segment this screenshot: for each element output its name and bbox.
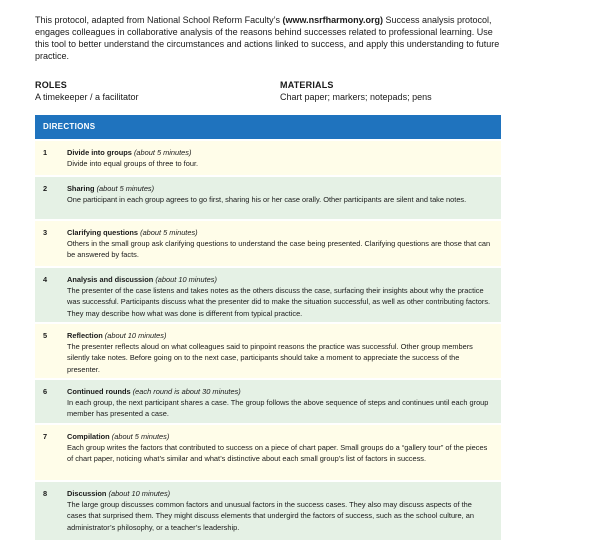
intro-text-post: Success analysis protocol, engages colleagues in collaborative analysis of the reasons behind successes related to professional learning. Use this tool to better understand the circumstances and actions linked to success, and apply this understanding to future practice. bbox=[35, 15, 500, 61]
step-row bbox=[35, 266, 501, 322]
step-text: The large group discusses common factors and unusual factors in the success cases. They also may discuss aspects of the cases that surprised them. They might discuss elements that undergird the factors of success, such as the school culture, an administrator’s philosophy, or a teacher’s leadership. bbox=[67, 500, 474, 532]
step-body bbox=[67, 488, 493, 533]
step-text: The presenter of the case listens and takes notes as the others discuss the case, surfacing their insights about why the practice was successful. Participants discuss what the presenter did to make the situation successful, as well as other contributing factors. They may describe how what was done is different from typical practice. bbox=[67, 286, 491, 318]
materials-heading: MATERIALS bbox=[280, 80, 334, 90]
intro-text-pre: This protocol, adapted from National School Reform Faculty’s bbox=[35, 15, 283, 25]
step-duration: (about 5 minutes) bbox=[96, 184, 155, 193]
directions-table bbox=[35, 115, 501, 540]
step-duration: (about 5 minutes) bbox=[140, 228, 198, 237]
step-row bbox=[35, 480, 501, 540]
step-title: Sharing bbox=[67, 184, 95, 193]
step-title: Analysis and discussion bbox=[67, 275, 154, 284]
step-duration: (about 5 minutes) bbox=[111, 432, 170, 441]
step-duration: (about 5 minutes) bbox=[133, 148, 192, 157]
step-row bbox=[35, 139, 501, 175]
directions-heading: DIRECTIONS bbox=[35, 115, 501, 139]
intro-paragraph bbox=[35, 14, 503, 62]
step-text: Each group writes the factors that contributed to success on a piece of chart paper. Small groups do a “gallery tour” of the pieces of chart paper, noticing what’s similar and what’s distinctive about each small group’s list of factors in success. bbox=[67, 443, 488, 464]
step-row bbox=[35, 322, 501, 378]
step-body bbox=[67, 431, 493, 465]
step-duration: (each round is about 30 minutes) bbox=[132, 387, 241, 396]
step-duration: (about 10 minutes) bbox=[155, 275, 217, 284]
step-body bbox=[67, 330, 493, 375]
step-number: 7 bbox=[43, 432, 48, 441]
step-row bbox=[35, 423, 501, 480]
step-duration: (about 10 minutes) bbox=[108, 489, 171, 498]
step-text: In each group, the next participant shares a case. The group follows the above sequence of steps and continues until each group member has presented a case. bbox=[67, 398, 489, 419]
step-text: One participant in each group agrees to go first, sharing his or her case orally. Other participants are silent and take notes. bbox=[67, 195, 467, 205]
step-row bbox=[35, 378, 501, 423]
step-number: 5 bbox=[43, 331, 48, 340]
step-body bbox=[67, 227, 493, 261]
roles-heading: ROLES bbox=[35, 80, 68, 90]
step-body bbox=[67, 274, 493, 319]
step-title: Divide into groups bbox=[67, 148, 132, 157]
step-title: Clarifying questions bbox=[67, 228, 139, 237]
step-row bbox=[35, 219, 501, 266]
step-number: 1 bbox=[43, 148, 48, 157]
roles-section bbox=[35, 79, 139, 103]
intro-link[interactable]: (www.nsrfharmony.org) bbox=[282, 15, 383, 25]
step-number: 6 bbox=[43, 387, 48, 396]
step-row bbox=[35, 175, 501, 219]
step-title: Discussion bbox=[67, 489, 107, 498]
step-number: 3 bbox=[43, 228, 48, 237]
materials-section bbox=[280, 79, 432, 103]
step-duration: (about 10 minutes) bbox=[104, 331, 167, 340]
step-number: 2 bbox=[43, 184, 48, 193]
step-body bbox=[67, 147, 493, 169]
step-text: The presenter reflects aloud on what colleagues said to pinpoint reasons the practice was successful. Other group members silently take notes. Before going on to the next case, participants should take a moment to appreciate the success of the presenter. bbox=[67, 342, 473, 374]
step-text: Divide into equal groups of three to four. bbox=[67, 159, 199, 169]
roles-text: A timekeeper / a facilitator bbox=[35, 92, 139, 102]
step-body bbox=[67, 386, 493, 420]
step-body bbox=[67, 183, 493, 205]
step-text: Others in the small group ask clarifying questions to understand the case being presented. Clarifying questions are those that can be answered by facts. bbox=[67, 239, 491, 260]
step-number: 4 bbox=[43, 275, 48, 284]
step-title: Continued rounds bbox=[67, 387, 131, 396]
materials-text: Chart paper; markers; notepads; pens bbox=[280, 92, 432, 102]
step-title: Reflection bbox=[67, 331, 103, 340]
step-title: Compilation bbox=[67, 432, 110, 441]
step-number: 8 bbox=[43, 489, 48, 498]
